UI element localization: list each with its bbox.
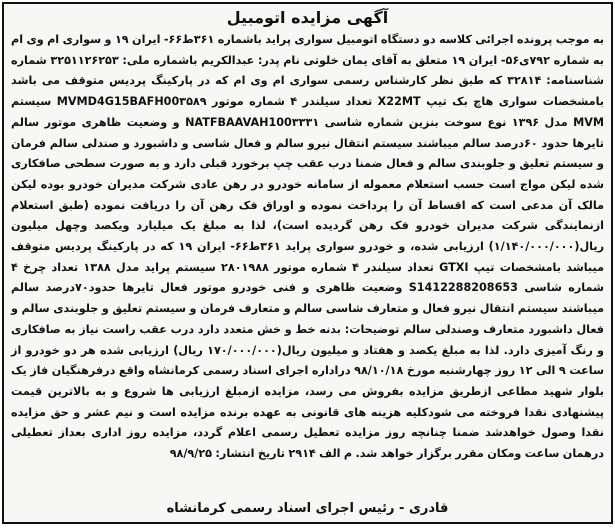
notice-signature: قادری - رئیس اجرای اسناد رسمی کرمانشاه: [166, 501, 449, 516]
notice-body: به موجب پرونده اجرائی کلاسه دو دستگاه اتومبیل سواری پراید باشماره ۳۶۱ط۶۶- ایران ۱۹ و سواری ام وی ام به شماره ۷۹۲ی۵۶- ایران ۱۹ متعلق به آقای یمان خلوتی نام پدر: عبدالکریم باشماره ملی: ۳۲۵۱۱۲۶۲۵۳ شماره شناسنامه: ۳۲۸۱۴ که طبق نظر کارشناس رسمی سواری ام وی ام که در پارکینگ پردیس متوقف می باشد بامشخصات سواری هاچ بک تیپ X22MT تعداد سیلندر ۴ شماره موتور MVMD4G15BAFH00۳۵۸۹ سیستم MVM مدل ۱۳۹۶ نوع سوخت بنزین شماره شاسی NATFBAAVAH100۳۳۳۱ و وضعیت ظاهری موتور سالم تایرها حدود ۶۰درصد سالم میباشند سیستم انتقال نیرو سالم و فعال شاسی و داشبورد و صندلی سالم فرمان و سیستم تعلیق و جلوبندی سالم و فعال ضمنا درب عقب چپ برخورد قبلی دارد و به صورت سطحی صافکاری شده لیکن مواج است حسب استعلام معموله از سامانه خودرو در رهن عادی شرکت مدیران خودرو بوده لیکن مالک آن مدعی است که اقساط آن را پرداخت نموده و اوراق فک رهن آن را دریافت نموده (طبق استعلام ازنمایندگی شرکت مدیران خودرو فک رهن گردیده است)، لذا به مبلغ یک میلیارد ویکصد وچهل میلیون ریال(۱/۱۴۰/۰۰۰/۰۰۰) ارزیابی شده، و خودرو سواری پراید ۳۶۱ط۶۶- ایران ۱۹ که در پارکینگ پردیس متوقف میباشد بامشخصات تیپ GTXI تعداد سیلندر ۴ شماره موتور ۲۸۰۱۹۸۸ سیستم پراید مدل ۱۳۸۸ تعداد چرخ ۴ شماره شاسی S1412288208653 وضعیت ظاهری و فنی خودرو موتور فعال تایرها حدود۷۰درصد سالم میباشند سیستم انتقال نیرو فعال و متعارف شاسی سالم و متعارف فرمان و سیستم تعلیق و جلوبندی سالم و فعال داشبورد متعارف وصندلی سالم توضیحات: بدنه خط و خش متعدد دارد درب عقب راست نیاز به صافکاری و رنگ آمیزی دارد. لذا به مبلغ یکصد و هفتاد و میلیون ریال(۱۷۰/۰۰۰/۰۰۰ ریال) ارزیابی شده هر دو خودرو از ساعت ۹ الی ۱۲ روز چهارشنبه مورخ ۹۸/۱۰/۱۸ دراداره اجرای اسناد رسمی کرمانشاه واقع درفرهنگیان فاز یک بلوار شهید مطاعی ازطریق مزایده بفروش می رسد، مزایده ازمبلغ ارزیابی ها شروع و به بالاترین قیمت پیشنهادی نقدا فروخته می شودکلیه هزینه های قانونی به عهده برنده مزایده است و نیم عشر و حق مزایده نقدا وصول خواهدشد ضمنا چنانچه روز مزایده تعطیل رسمی اعلام گردد، مزایده روز اداری بعداز تعطیلی درهمان ساعت ومکان مقرر برگزار خواهد شد. م الف ۲۹۱۴ تاریخ انتشار: ۹۸/۹/۲۵: [11, 33, 605, 461]
notice-title: آگهی مزایده اتومبیل: [226, 8, 389, 27]
auction-notice: [2, 2, 613, 524]
